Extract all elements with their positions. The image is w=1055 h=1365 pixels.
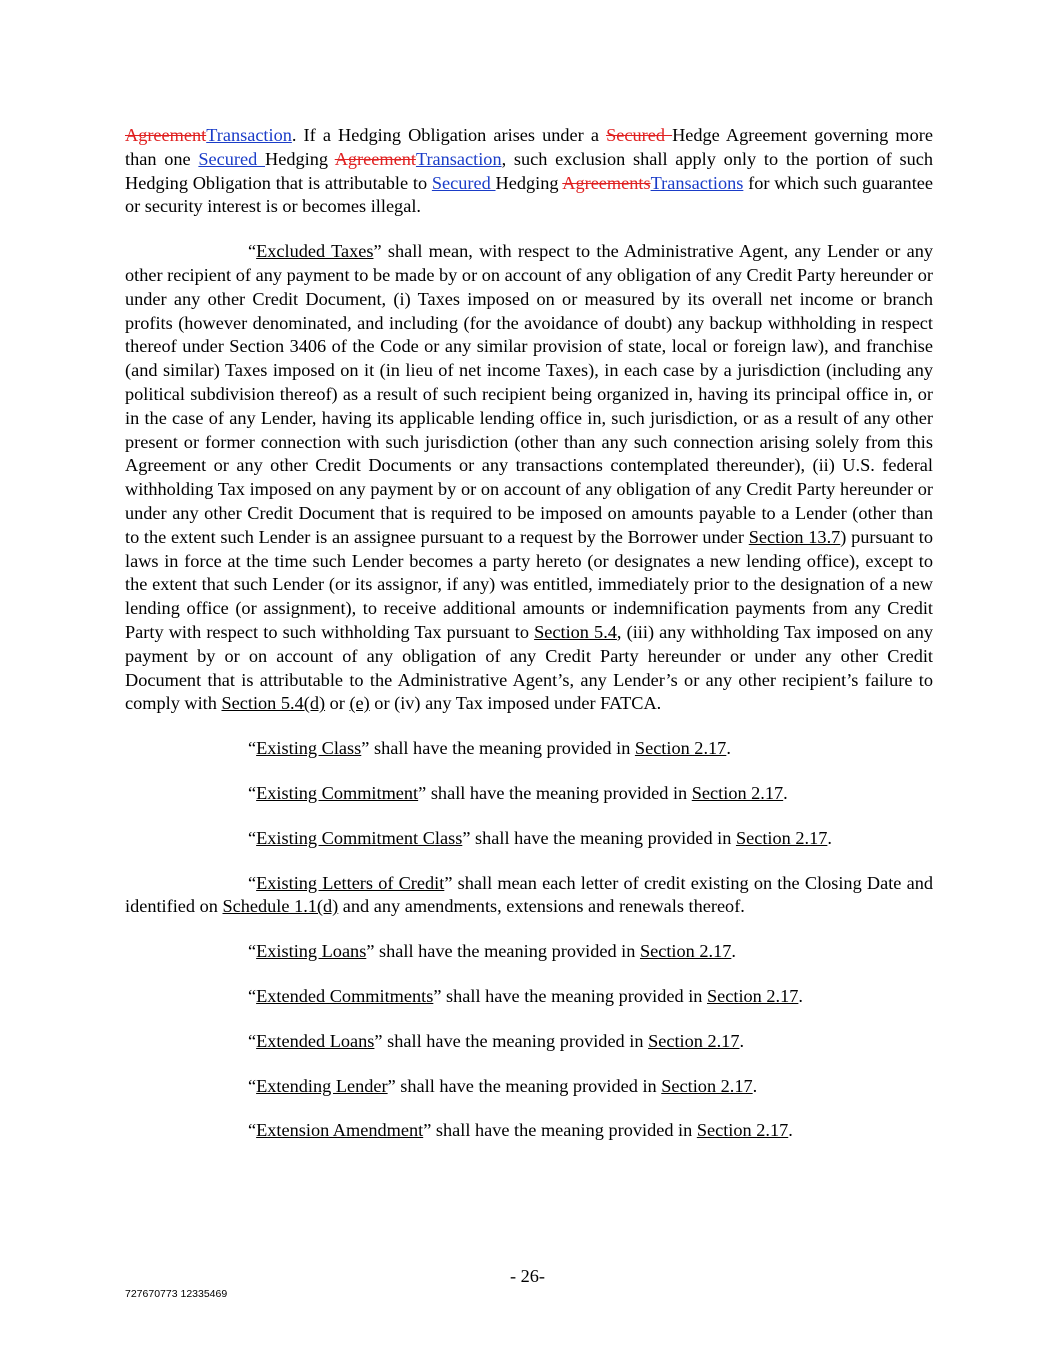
schedule-reference: Schedule 1.1(d) (222, 896, 339, 917)
definition-extending-lender: “Extending Lender” shall have the meaning provided in Section 2.17. (248, 1075, 758, 1096)
hedging-paragraph: AgreementTransaction. If a Hedging Obligation arises under a Secured Hedge Agreement governing more than one Secured Hedging AgreementTransaction, such exclusion shall apply only to the portion of such Hedging Obligation that is attributable to Secured Hedging AgreementsTransactions for which such guarantee or security interest is or becomes illegal. (125, 125, 933, 217)
defined-term: Extended Commitments (256, 985, 434, 1006)
definition-extended-commitments: “Extended Commitments” shall have the meaning provided in Section 2.17. (248, 985, 803, 1006)
section-reference: Section 2.17 (634, 738, 727, 759)
definition-excluded-taxes: “Excluded Taxes” shall mean, with respect to the Administrative Agent, any Lender or any other recipient of any payment to be made by or on account of any obligation of any Credit Party hereunder or under any other Credit Document, (i) Taxes imposed on or measured by its overall net income or branch profits (however denominated, and including (for the avoidance of doubt) any backup withholding in respect thereof under Section 3406 of the Code or any similar provision of state, local or foreign law), and franchise (and similar) Taxes imposed on it (in lieu of net income Taxes), in each case by a jurisdiction (including any political subdivision thereof) as a result of such recipient being organized in, having its principal office in, or in the case of any Lender, having its applicable lending office in, such jurisdiction, or as a result of any other present or former connection with such jurisdiction (other than any such connection arising solely from this Agreement or any other Credit Documents or any transactions contemplated thereunder), (ii) U.S. federal withholding Tax imposed on any payment by or on account of any obligation of any Credit Party hereunder or under any other Credit Document that is required to be imposed on amounts payable to a Lender (other than to the extent such Lender is an assignee pursuant to a request by the Borrower under Section 13.7) pursuant to laws in force at the time such Lender becomes a party hereto (or designates a new lending office), except to the extent that such Lender (or its assignor, if any) was entitled, immediately prior to the designation of a new lending office (or assignment), to receive additional amounts or indemnification payments from any Credit Party with respect to such withholding Tax pursuant to Section 5.4, (iii) any withholding Tax imposed on any payment by or on account of any obligation of any Credit Party hereunder or under any other Credit Document that is attributable to the Administrative Agent’s, any Lender’s or any other recipient’s failure to comply with Section 5.4(d) or (e) or (iv) any Tax imposed under FATCA. (125, 241, 934, 714)
defined-term: Excluded Taxes (256, 241, 374, 262)
section-reference: Section 5.4(d) (221, 693, 326, 714)
definition-existing-commitment-class: “Existing Commitment Class” shall have the meaning provided in Section 2.17. (248, 827, 832, 848)
definition-extended-loans: “Extended Loans” shall have the meaning provided in Section 2.17. (248, 1030, 745, 1051)
section-reference: Section 2.17 (639, 941, 732, 962)
defined-term: Extending Lender (256, 1075, 388, 1096)
inserted-text: Transaction (206, 125, 292, 145)
deleted-text: Secured (606, 125, 673, 145)
defined-term: Existing Loans (256, 941, 367, 962)
defined-term: Existing Commitment Class (256, 827, 463, 848)
deleted-text: Agreements (562, 172, 651, 193)
defined-term: Extended Loans (256, 1030, 375, 1051)
section-reference: Section 2.17 (648, 1030, 740, 1051)
definition-extension-amendment: “Extension Amendment” shall have the meaning provided in Section 2.17. (248, 1120, 793, 1141)
definition-existing-class: “Existing Class” shall have the meaning provided in Section 2.17. (248, 738, 731, 759)
inserted-text: Transactions (650, 172, 744, 193)
section-reference: Section 2.17 (735, 827, 828, 848)
document-id: 727670773 12335469 (125, 1288, 228, 1300)
section-reference: Section 2.17 (696, 1120, 789, 1141)
section-reference: Section 2.17 (661, 1075, 753, 1096)
section-reference: (e) (349, 693, 370, 714)
defined-term: Existing Commitment (256, 782, 419, 803)
defined-term: Extension Amendment (256, 1120, 424, 1141)
definition-existing-commitment: “Existing Commitment” shall have the meaning provided in Section 2.17. (248, 782, 788, 803)
section-reference: Section 5.4 (534, 621, 617, 642)
page-number: - 26- (509, 1266, 546, 1286)
definition-existing-letters-of-credit: “Existing Letters of Credit” shall mean each letter of credit existing on the Closing Date and identified on Schedule 1.1(d) and any amendments, extensions and renewals thereof. (125, 872, 933, 917)
defined-term: Existing Letters of Credit (256, 872, 445, 893)
deleted-text: Agreement (334, 148, 416, 169)
section-reference: Section 2.17 (691, 782, 784, 803)
defined-term: Existing Class (256, 738, 362, 759)
section-reference: Section 2.17 (706, 985, 799, 1006)
inserted-text: Transaction (415, 148, 502, 169)
inserted-text: Secured (431, 172, 496, 193)
section-reference: Section 13.7 (748, 526, 841, 547)
deleted-text: Agreement (125, 125, 207, 145)
definition-existing-loans: “Existing Loans” shall have the meaning provided in Section 2.17. (248, 941, 736, 962)
inserted-text: Secured (198, 148, 266, 169)
document-body (125, 124, 933, 1164)
